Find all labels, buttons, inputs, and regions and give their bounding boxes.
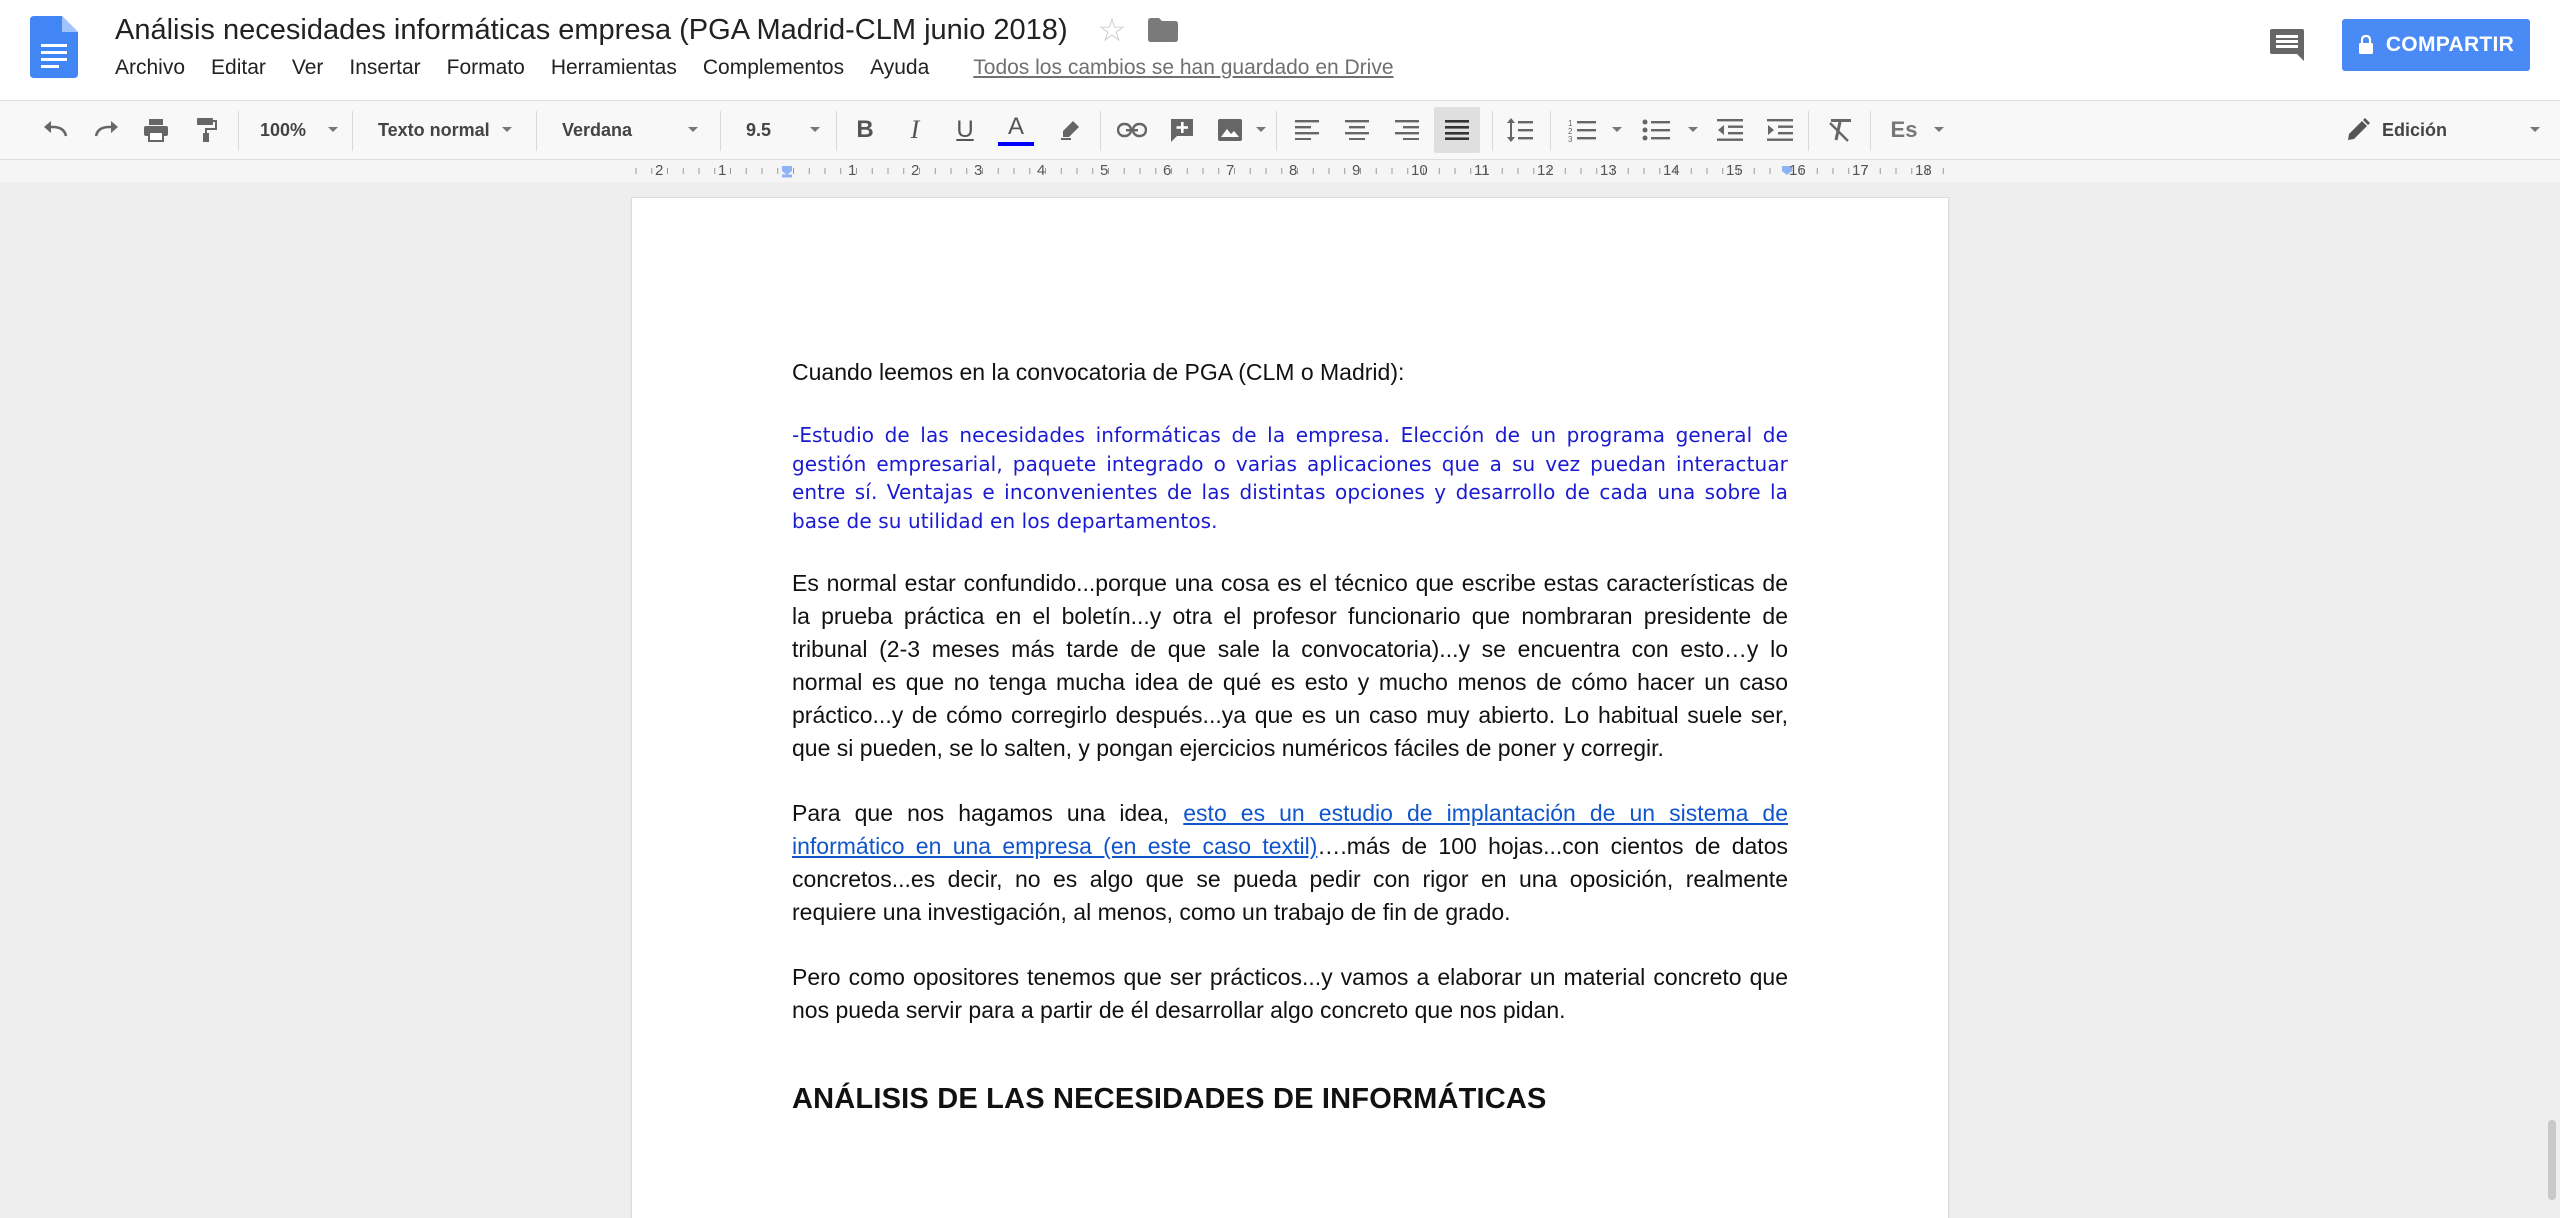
- paragraph-2-lead: Para que nos hagamos una idea,: [792, 800, 1184, 826]
- align-left-button[interactable]: [1290, 101, 1324, 159]
- font-size-value: 9.5: [746, 119, 772, 140]
- numbered-list-button[interactable]: [1562, 101, 1602, 159]
- add-comment-button[interactable]: [1162, 101, 1202, 159]
- paragraph-style-select[interactable]: [364, 101, 524, 159]
- clear-formatting-button[interactable]: [1822, 101, 1858, 159]
- add-comment-icon: [1169, 117, 1195, 143]
- ruler-number: 9: [1352, 162, 1361, 179]
- ruler-number: 17: [1852, 162, 1869, 179]
- quoted-requirement-text: -Estudio de las necesidades informáticas de la empresa. Elección de un programa general de gestión empresarial, paquete integrado o varias aplicaciones que a su vez puedan interactuar entre sí. Ventajas e inconvenientes de las distintas opciones y desarrollo de cada una sobre la base de su utilidad en los departamentos.: [792, 423, 1788, 533]
- toolbar-separator: [352, 111, 353, 151]
- menu-bar: [115, 56, 1394, 80]
- intro-paragraph[interactable]: Cuando leemos en la convocatoria de PGA (CLM o Madrid):: [792, 359, 1405, 385]
- underline-icon: U: [956, 116, 974, 143]
- left-indent-marker: [782, 166, 792, 175]
- ruler-number: 16: [1789, 162, 1806, 179]
- share-button-label: COMPARTIR: [2385, 33, 2515, 56]
- chevron-down-icon: [1612, 127, 1622, 132]
- input-tools-button[interactable]: [1882, 101, 1926, 159]
- ruler-number: 1: [848, 162, 857, 179]
- decrease-indent-button[interactable]: [1712, 101, 1748, 159]
- decrease-indent-icon: [1717, 119, 1743, 141]
- menu-editar[interactable]: Editar: [211, 56, 266, 79]
- bulleted-list-icon: [1642, 119, 1670, 141]
- highlight-button[interactable]: [1050, 101, 1090, 159]
- align-right-button[interactable]: [1390, 101, 1424, 159]
- align-center-icon: [1345, 120, 1369, 140]
- svg-text:2: 2: [1568, 127, 1573, 136]
- chevron-down-icon: [2530, 127, 2540, 132]
- insert-link-button[interactable]: [1112, 101, 1152, 159]
- italic-button[interactable]: [898, 101, 932, 159]
- print-icon: [143, 118, 169, 142]
- increase-indent-button[interactable]: [1762, 101, 1798, 159]
- align-right-icon: [1395, 120, 1419, 140]
- toolbar-separator: [1550, 111, 1551, 151]
- undo-button[interactable]: [36, 101, 76, 159]
- google-docs-logo-icon[interactable]: [30, 16, 78, 78]
- input-tools-label: Es: [1890, 117, 1918, 142]
- ruler-number: 1: [718, 162, 727, 179]
- menu-ayuda[interactable]: Ayuda: [870, 56, 930, 79]
- redo-button[interactable]: [86, 101, 126, 159]
- toolbar-separator: [536, 111, 537, 151]
- chevron-down-icon: [328, 127, 338, 132]
- svg-text:1: 1: [1568, 119, 1573, 128]
- ruler-number: 18: [1915, 162, 1932, 179]
- ruler-number: 4: [1037, 162, 1046, 179]
- line-spacing-icon: [1506, 117, 1534, 143]
- menu-archivo[interactable]: Archivo: [115, 56, 186, 79]
- document-page[interactable]: [632, 198, 1948, 1218]
- ruler-number: 7: [1226, 162, 1235, 179]
- menu-herramientas[interactable]: Herramientas: [550, 56, 677, 79]
- body-paragraph-3[interactable]: Pero como opositores tenemos que ser prácticos...y vamos a elaborar un material concreto que nos pueda servir para a partir de él desarrollar algo concreto que nos pidan.: [792, 964, 1788, 1023]
- document-title[interactable]: Análisis necesidades informáticas empresa (PGA Madrid-CLM junio 2018): [115, 13, 1068, 46]
- menu-complementos[interactable]: Complementos: [702, 56, 845, 79]
- body-paragraph-2[interactable]: [792, 797, 1788, 929]
- chevron-down-icon: [1688, 127, 1698, 132]
- text-color-button[interactable]: [996, 101, 1036, 159]
- print-button[interactable]: [136, 101, 176, 159]
- saved-status-link[interactable]: Todos los cambios se han guardado en Drive: [973, 56, 1394, 79]
- paint-format-button[interactable]: [186, 101, 226, 159]
- chevron-down-icon: [810, 127, 820, 132]
- bold-button[interactable]: [848, 101, 882, 159]
- ruler-number: 3: [974, 162, 983, 179]
- ruler-number: 14: [1663, 162, 1680, 179]
- italic-icon: I: [910, 115, 920, 144]
- pencil-icon: [2346, 118, 2370, 142]
- redo-icon: [92, 120, 120, 140]
- paragraph-style-value: Texto normal: [378, 119, 490, 140]
- insert-image-button[interactable]: [1210, 101, 1250, 159]
- document-body[interactable]: [792, 356, 1788, 1116]
- bold-icon: B: [856, 116, 874, 143]
- line-spacing-button[interactable]: [1502, 101, 1538, 159]
- paragraph-2-tail: ….más de 100 hojas...con cientos de datos concretos...es decir, no es algo que se pueda pedir con rigor en una oposición, realmente requiere una investigación, al menos, como un trabajo de fin de grado.: [792, 833, 1788, 925]
- lock-icon: [2358, 35, 2374, 55]
- title-row: [115, 10, 1178, 50]
- align-left-icon: [1295, 120, 1319, 140]
- toolbar-separator: [1276, 111, 1277, 151]
- ruler-number: 12: [1537, 162, 1554, 179]
- toolbar-separator: [238, 111, 239, 151]
- section-heading[interactable]: ANÁLISIS DE LAS NECESIDADES DE INFORMÁTICAS: [792, 1083, 1547, 1115]
- font-family-select[interactable]: [548, 101, 708, 159]
- comments-icon[interactable]: [2268, 26, 2306, 64]
- menu-formato[interactable]: Formato: [446, 56, 525, 79]
- toolbar-separator: [1100, 111, 1101, 151]
- horizontal-ruler[interactable]: [0, 160, 2560, 182]
- paint-roller-icon: [195, 117, 217, 143]
- chevron-down-icon: [1934, 127, 1944, 132]
- body-paragraph-1[interactable]: Es normal estar confundido...porque una cosa es el técnico que escribe estas características de la prueba práctica en el boletín...y otra el profesor funcionario que nombraran presidente de tribunal (2-3 meses más tarde de que sale la convocatoria)...y se encuentra con esto…y lo normal es que no tenga mucha idea de qué es esto y mucho menos de cómo hacer un caso práctico...y de cómo corregirlo después...ya que es un caso muy abierto. Lo habitual suele ser, que si pueden, se lo salten, y pongan ejercicios numéricos fáciles de poner y corregir.: [792, 570, 1788, 761]
- svg-text:3: 3: [1568, 135, 1573, 142]
- docs-header: [0, 0, 2560, 100]
- study-link[interactable]: esto es un estudio de implantación de un sistema de informático en una empresa (en este caso textil): [792, 800, 1789, 859]
- ruler-scale: [630, 162, 1950, 180]
- ruler-number: 2: [911, 162, 920, 179]
- text-color-swatch: [998, 142, 1034, 146]
- chevron-down-icon: [502, 127, 512, 132]
- quoted-requirement-paragraph[interactable]: [792, 421, 1788, 535]
- toolbar-separator: [1808, 111, 1809, 151]
- bulleted-list-button[interactable]: [1636, 101, 1676, 159]
- menu-ver[interactable]: Ver: [291, 56, 324, 79]
- ruler-number: 11: [1474, 162, 1490, 179]
- toolbar-separator: [1492, 111, 1493, 151]
- ruler-number: 5: [1100, 162, 1109, 179]
- underline-button[interactable]: [948, 101, 982, 159]
- toolbar-separator: [1870, 111, 1871, 151]
- toolbar-separator: [836, 111, 837, 151]
- chevron-down-icon: [688, 127, 698, 132]
- chevron-down-icon: [1256, 127, 1266, 132]
- text-color-icon: A: [1007, 112, 1024, 140]
- vertical-scrollbar[interactable]: [2548, 1120, 2556, 1200]
- link-icon: [1117, 122, 1147, 138]
- align-center-button[interactable]: [1340, 101, 1374, 159]
- formatting-toolbar: [0, 100, 2560, 160]
- highlighter-icon: [1059, 119, 1081, 141]
- editing-mode-select[interactable]: [2346, 101, 2526, 159]
- editing-mode-label: Edición: [2382, 119, 2448, 140]
- toolbar-separator: [720, 111, 721, 151]
- align-justify-icon: [1445, 120, 1469, 140]
- align-justify-button[interactable]: [1434, 107, 1480, 153]
- share-button[interactable]: [2342, 19, 2530, 71]
- clear-formatting-icon: [1827, 118, 1853, 142]
- font-family-value: Verdana: [562, 119, 633, 140]
- ruler-number: 2: [655, 162, 664, 179]
- increase-indent-icon: [1767, 119, 1793, 141]
- image-icon: [1217, 118, 1243, 142]
- numbered-list-icon: [1568, 118, 1596, 142]
- ruler-number: 8: [1289, 162, 1298, 179]
- menu-insertar[interactable]: Insertar: [349, 56, 421, 79]
- folder-icon[interactable]: [1148, 18, 1178, 42]
- star-icon[interactable]: ☆: [1097, 12, 1127, 48]
- zoom-value: 100%: [260, 119, 307, 140]
- undo-icon: [42, 120, 70, 140]
- ruler-number: 6: [1163, 162, 1172, 179]
- ruler-number: 15: [1726, 162, 1743, 179]
- ruler-number: 10: [1411, 162, 1428, 179]
- ruler-number: 13: [1600, 162, 1617, 179]
